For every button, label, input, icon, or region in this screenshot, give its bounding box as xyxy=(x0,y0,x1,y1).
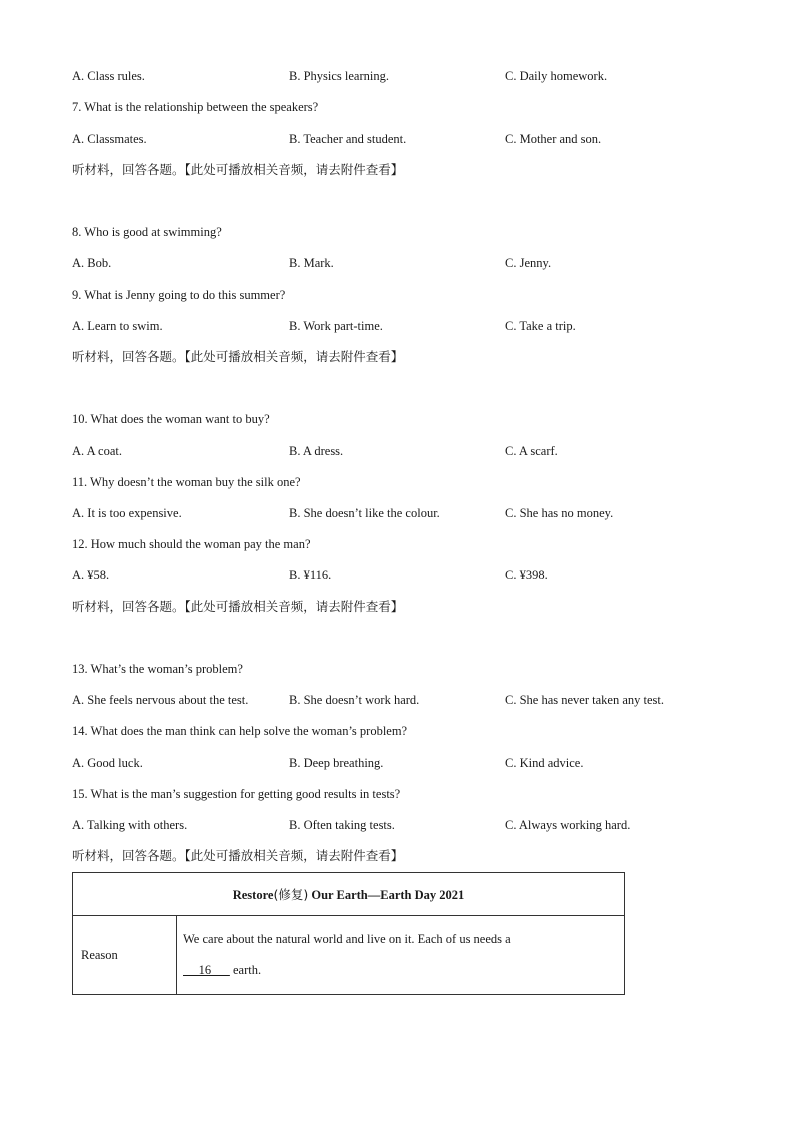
table-title-rest: Our Earth—Earth Day 2021 xyxy=(308,888,465,902)
table-title xyxy=(73,873,625,916)
table-title-restore: Restore xyxy=(232,888,274,902)
q6-option-b[interactable]: B. Physics learning. xyxy=(289,69,389,83)
q13-option-b[interactable]: B. She doesn’t work hard. xyxy=(289,693,420,707)
q13-option-a[interactable]: A. She feels nervous about the test. xyxy=(72,693,249,707)
q8-question: 8. Who is good at swimming? xyxy=(72,225,222,239)
q10-options xyxy=(0,443,794,459)
q9-options xyxy=(0,318,794,334)
reason-text-2: earth. xyxy=(229,963,262,977)
q13-options xyxy=(0,692,794,708)
q7-option-a[interactable]: A. Classmates. xyxy=(72,132,147,146)
q12-option-c[interactable]: C. ¥398. xyxy=(505,568,548,582)
q6-option-a[interactable]: A. Class rules. xyxy=(72,69,145,83)
q12-option-a[interactable]: A. ¥58. xyxy=(72,568,110,582)
q8-option-b[interactable]: B. Mark. xyxy=(289,256,334,270)
q9-option-c[interactable]: C. Take a trip. xyxy=(505,319,576,333)
q13-option-c[interactable]: C. She has never taken any test. xyxy=(505,693,664,707)
table-title-chinese: (修复) xyxy=(273,887,309,902)
q11-option-c[interactable]: C. She has no money. xyxy=(505,506,614,520)
q11-option-b[interactable]: B. She doesn’t like the colour. xyxy=(289,506,440,520)
q9-option-b[interactable]: B. Work part-time. xyxy=(289,319,383,333)
q12-option-b[interactable]: B. ¥116. xyxy=(289,568,332,582)
listening-instruction-2: 听材料，回答各题。【此处可播放相关音频，请去附件查看】 xyxy=(72,349,404,364)
listening-instruction-1: 听材料，回答各题。【此处可播放相关音频，请去附件查看】 xyxy=(72,162,404,177)
q14-question: 14. What does the man think can help solve the woman’s problem? xyxy=(72,724,408,738)
q8-option-c[interactable]: C. Jenny. xyxy=(505,256,552,270)
q7-option-b[interactable]: B. Teacher and student. xyxy=(289,132,407,146)
row-label-reason: Reason xyxy=(73,916,177,995)
q8-option-a[interactable]: A. Bob. xyxy=(72,256,112,270)
q10-question: 10. What does the woman want to buy? xyxy=(72,412,270,426)
earth-day-table xyxy=(72,872,625,995)
q10-option-c[interactable]: C. A scarf. xyxy=(505,444,558,458)
q14-options xyxy=(0,755,794,771)
listening-instruction-4: 听材料，回答各题。【此处可播放相关音频，请去附件查看】 xyxy=(72,848,404,863)
reason-text-1: We care about the natural world and live on it. Each of us needs a xyxy=(183,932,511,946)
q7-question: 7. What is the relationship between the speakers? xyxy=(72,100,319,114)
q12-question: 12. How much should the woman pay the man? xyxy=(72,537,311,551)
q11-option-a[interactable]: A. It is too expensive. xyxy=(72,506,182,520)
q14-option-b[interactable]: B. Deep breathing. xyxy=(289,756,384,770)
q15-option-c[interactable]: C. Always working hard. xyxy=(505,818,631,832)
listening-instruction-3: 听材料，回答各题。【此处可播放相关音频，请去附件查看】 xyxy=(72,599,404,614)
q15-option-a[interactable]: A. Talking with others. xyxy=(72,818,188,832)
q14-option-a[interactable]: A. Good luck. xyxy=(72,756,143,770)
q7-options xyxy=(0,131,794,147)
q15-options xyxy=(0,817,794,833)
q13-question: 13. What’s the woman’s problem? xyxy=(72,662,243,676)
q11-question: 11. Why doesn’t the woman buy the silk one? xyxy=(72,475,301,489)
q15-option-b[interactable]: B. Often taking tests. xyxy=(289,818,395,832)
q12-options xyxy=(0,567,794,583)
q10-option-b[interactable]: B. A dress. xyxy=(289,444,344,458)
q14-option-c[interactable]: C. Kind advice. xyxy=(505,756,584,770)
q9-question: 9. What is Jenny going to do this summer? xyxy=(72,288,286,302)
row-reason-text xyxy=(177,916,625,995)
answer-blank-16[interactable]: 16 xyxy=(183,963,230,977)
q6-option-c[interactable]: C. Daily homework. xyxy=(505,69,608,83)
q11-options xyxy=(0,505,794,521)
q10-option-a[interactable]: A. A coat. xyxy=(72,444,122,458)
q15-question: 15. What is the man’s suggestion for getting good results in tests? xyxy=(72,787,401,801)
q9-option-a[interactable]: A. Learn to swim. xyxy=(72,319,163,333)
q8-options xyxy=(0,255,794,271)
q7-option-c[interactable]: C. Mother and son. xyxy=(505,132,602,146)
q6-options xyxy=(0,68,794,84)
